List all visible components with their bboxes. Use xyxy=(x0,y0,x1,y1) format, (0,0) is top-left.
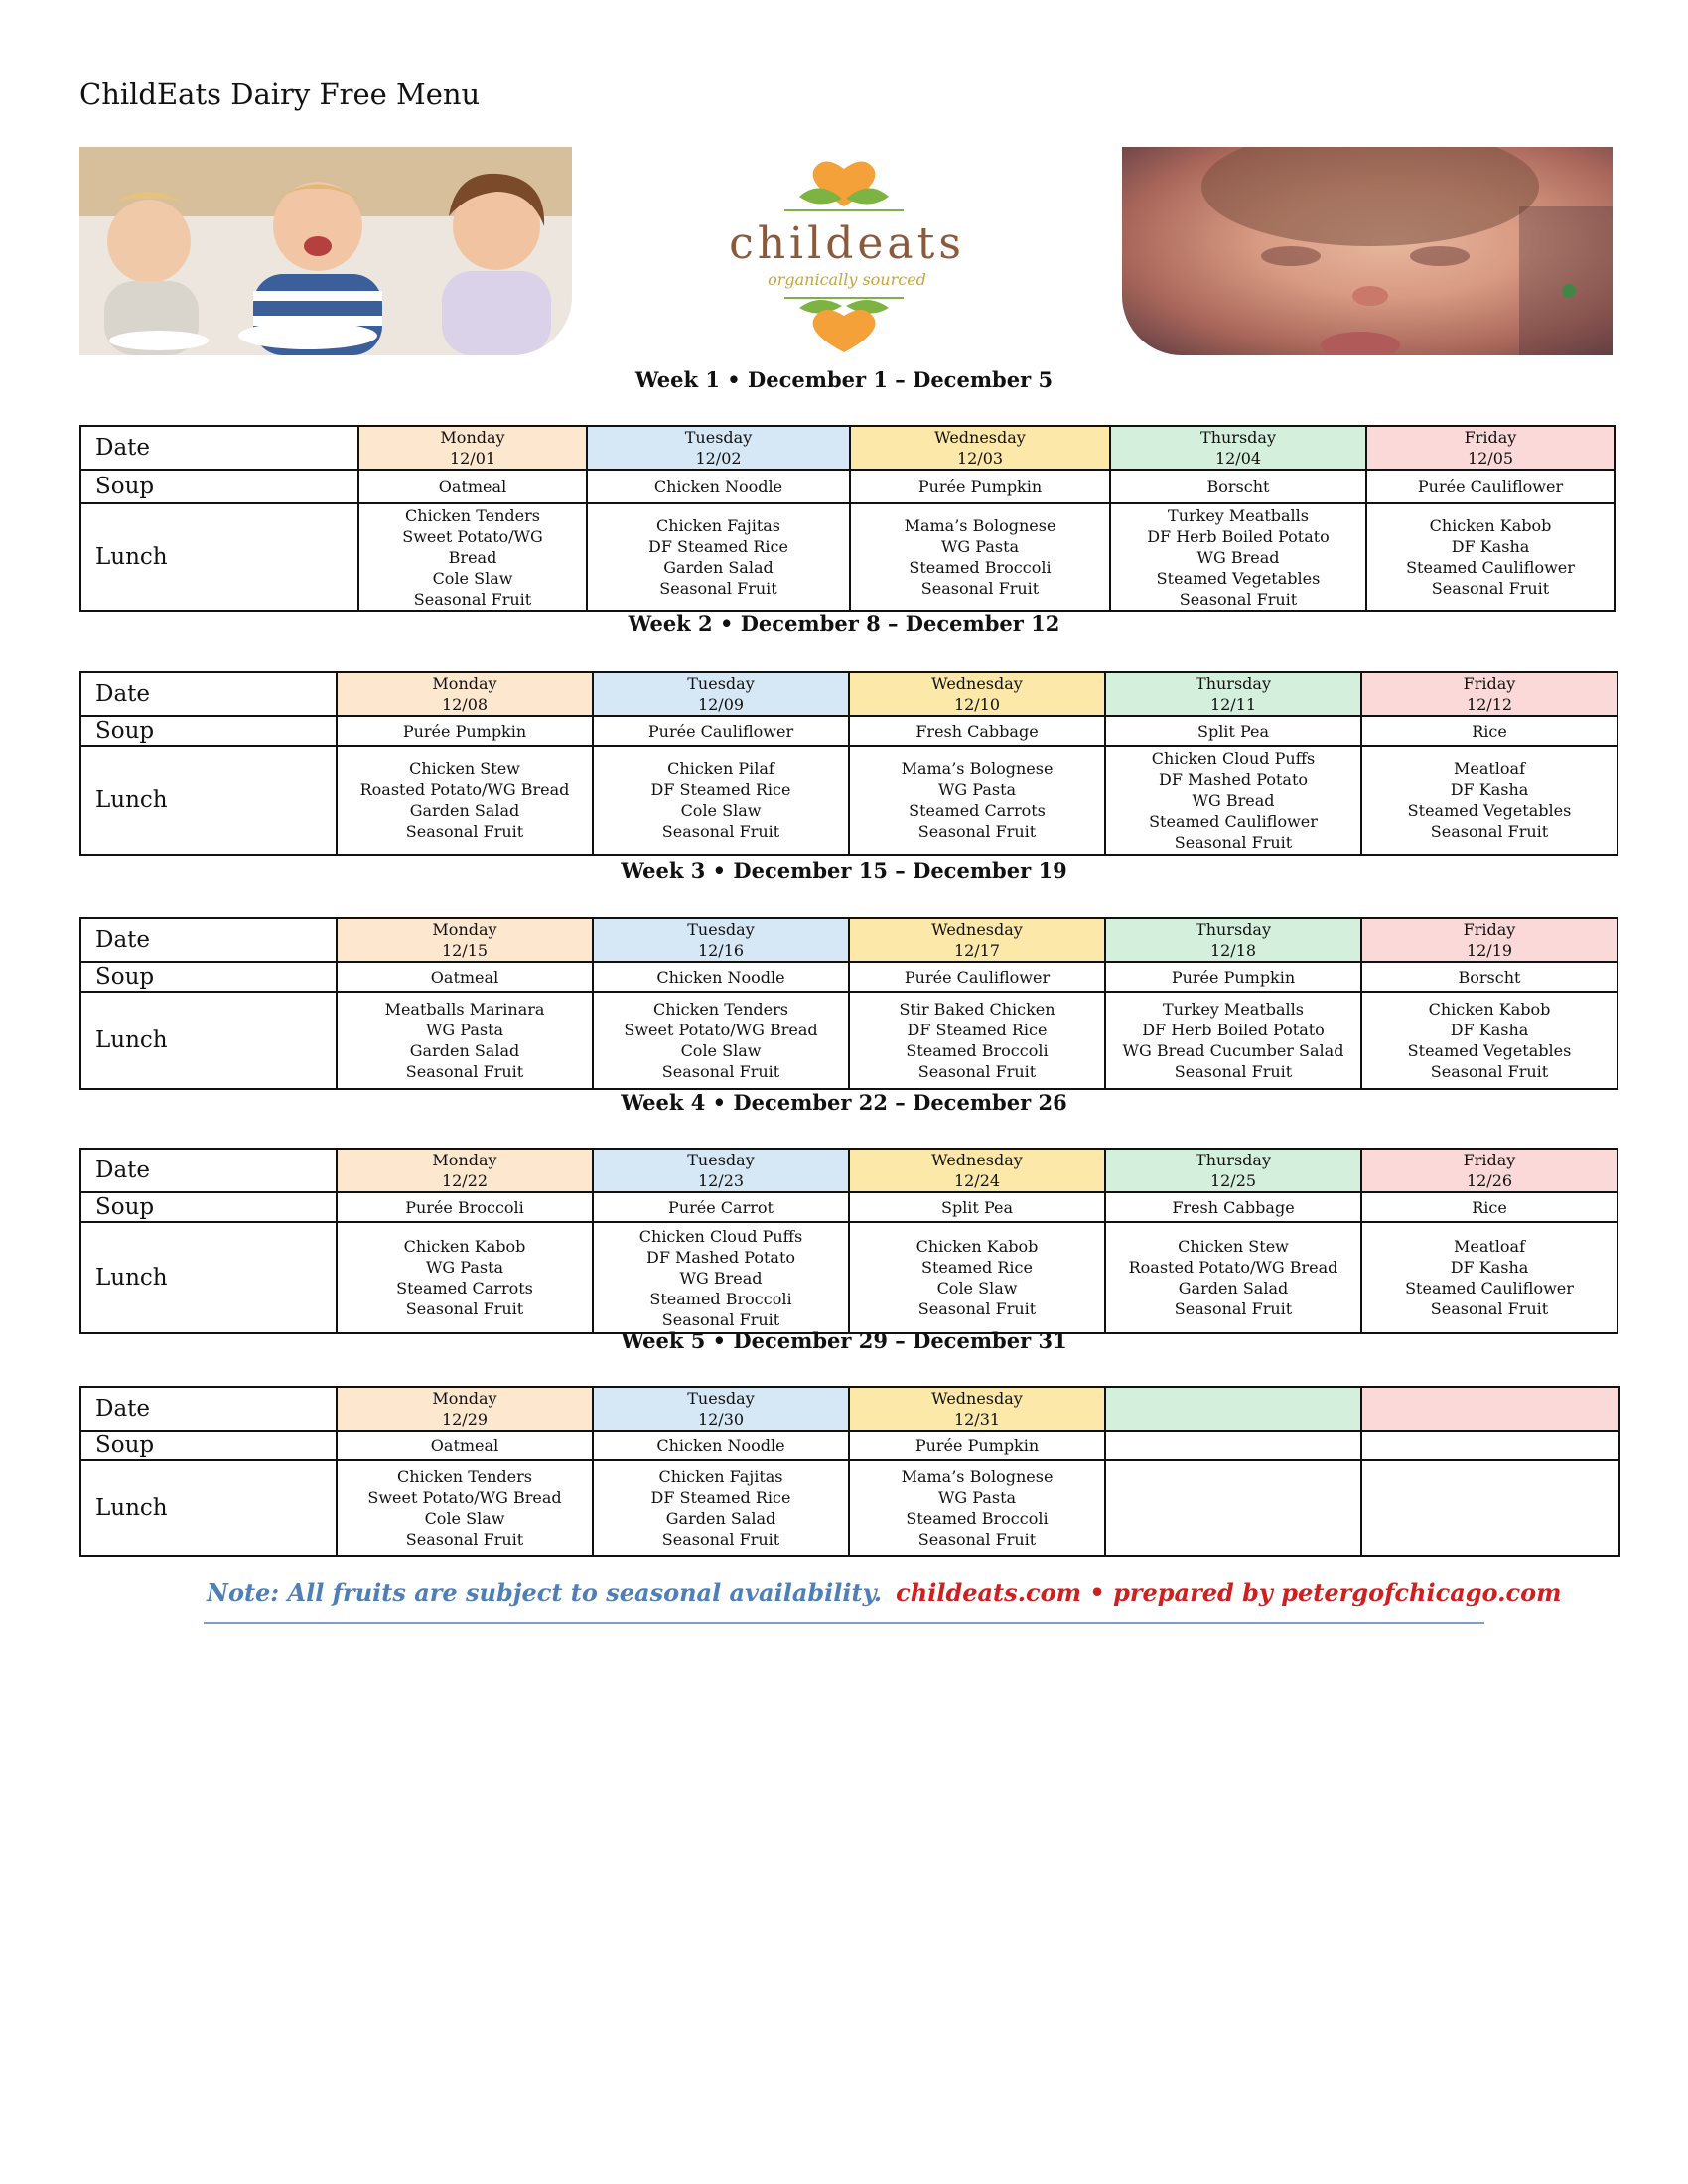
day-cell: Wednesday 12/24 xyxy=(849,1149,1105,1192)
soup-cell: Rice xyxy=(1361,716,1618,746)
day-cell: Friday 12/26 xyxy=(1361,1149,1618,1192)
lunch-item: Garden Salad xyxy=(1178,1279,1289,1297)
soup-row-label: Soup xyxy=(80,470,358,503)
day-cell: Monday 12/15 xyxy=(337,918,593,962)
children-eating-photo xyxy=(79,147,572,355)
soup-cell: Chicken Noodle xyxy=(593,962,849,992)
lunch-item: Chicken Cloud Puffs xyxy=(1151,749,1316,768)
lunch-cell xyxy=(593,746,849,855)
lunch-item: DF Kasha xyxy=(1450,780,1529,799)
day-cell: Tuesday 12/16 xyxy=(593,918,849,962)
soup-row-label: Soup xyxy=(80,716,337,746)
lunch-cell xyxy=(1361,1460,1619,1556)
lunch-cell xyxy=(849,1460,1105,1556)
lunch-item: Seasonal Fruit xyxy=(659,579,777,598)
lunch-cell xyxy=(337,992,593,1089)
lunch-item: Steamed Carrots xyxy=(396,1279,533,1297)
soup-cell: Purée Pumpkin xyxy=(337,716,593,746)
lunch-cell xyxy=(850,503,1110,611)
soup-cell: Oatmeal xyxy=(358,470,587,503)
day-cell: Wednesday 12/31 xyxy=(849,1387,1105,1431)
lunch-row-label: Lunch xyxy=(80,1460,337,1556)
day-cell xyxy=(1105,1387,1361,1431)
lunch-item: Steamed Cauliflower xyxy=(1405,1279,1574,1297)
lunch-item: WG Bread xyxy=(1196,547,1280,567)
day-cell: Tuesday 12/30 xyxy=(593,1387,849,1431)
lunch-cell xyxy=(587,503,850,611)
lunch-item: DF Herb Boiled Potato xyxy=(1147,526,1330,546)
lunch-item: DF Kasha xyxy=(1450,1258,1529,1277)
lunch-item: Seasonal Fruit xyxy=(1174,1062,1293,1081)
lunch-cell xyxy=(1105,1460,1361,1556)
soup-cell: Purée Pumpkin xyxy=(1105,962,1361,992)
lunch-item: Mama’s Bolognese xyxy=(901,1467,1054,1486)
soup-cell: Purée Pumpkin xyxy=(850,470,1110,503)
lunch-item: Chicken Kabob xyxy=(1428,1000,1551,1019)
lunch-cell xyxy=(337,746,593,855)
lunch-cell xyxy=(1105,746,1361,855)
day-cell: Monday 12/01 xyxy=(358,426,587,470)
lunch-item: Chicken Kabob xyxy=(915,1237,1039,1256)
day-cell: Friday 12/05 xyxy=(1366,426,1615,470)
soup-cell: Purée Cauliflower xyxy=(1366,470,1615,503)
soup-cell: Oatmeal xyxy=(337,962,593,992)
lunch-item: Seasonal Fruit xyxy=(413,589,532,609)
day-cell: Friday 12/12 xyxy=(1361,672,1618,716)
lunch-cell xyxy=(1361,746,1618,855)
soup-cell: Purée Broccoli xyxy=(337,1192,593,1222)
lunch-item: WG Bread Cucumber Salad xyxy=(1122,1041,1344,1060)
soup-row-label: Soup xyxy=(80,1192,337,1222)
soup-cell: Borscht xyxy=(1361,962,1618,992)
lunch-cell xyxy=(849,992,1105,1089)
lunch-cell xyxy=(1361,1222,1618,1333)
week-heading: Week 3 • December 15 – December 19 xyxy=(621,858,1067,883)
lunch-item: Chicken Tenders xyxy=(397,1467,532,1486)
week-4-table xyxy=(79,1148,1618,1334)
lunch-row-label: Lunch xyxy=(80,503,358,611)
lunch-item: Steamed Broccoli xyxy=(909,558,1052,577)
soup-cell: Purée Cauliflower xyxy=(849,962,1105,992)
lunch-item: WG Pasta xyxy=(425,1021,504,1039)
soup-cell: Purée Carrot xyxy=(593,1192,849,1222)
soup-cell: Borscht xyxy=(1110,470,1366,503)
lunch-item: Chicken Fajitas xyxy=(658,1467,783,1486)
footer-rule xyxy=(204,1622,1484,1624)
lunch-item: Seasonal Fruit xyxy=(661,1309,780,1329)
lunch-item: Chicken Stew xyxy=(1178,1237,1289,1256)
lunch-item: WG Pasta xyxy=(937,780,1017,799)
lunch-item: Sweet Potato/WG Bread xyxy=(367,1488,562,1507)
lunch-item: Chicken Stew xyxy=(409,759,520,778)
lunch-item: Meatballs Marinara xyxy=(384,1000,545,1019)
lunch-item: Seasonal Fruit xyxy=(1431,579,1550,598)
soup-cell: Chicken Noodle xyxy=(587,470,850,503)
lunch-item: Chicken Pilaf xyxy=(667,759,774,778)
lunch-item: Seasonal Fruit xyxy=(917,822,1037,841)
footer-note xyxy=(207,1578,1561,1607)
logo-wordmark: childeats xyxy=(729,218,965,269)
lunch-cell xyxy=(1105,1222,1361,1333)
lunch-item: Seasonal Fruit xyxy=(917,1530,1037,1549)
date-row-label: Date xyxy=(80,1149,337,1192)
lunch-item: Steamed Vegetables xyxy=(1156,568,1321,588)
lunch-cell xyxy=(593,1222,849,1333)
day-cell: Thursday 12/25 xyxy=(1105,1149,1361,1192)
day-cell: Thursday 12/04 xyxy=(1110,426,1366,470)
lunch-item: Steamed Broccoli xyxy=(906,1509,1049,1528)
lunch-cell xyxy=(1361,992,1618,1089)
lunch-cell xyxy=(593,1460,849,1556)
page-title: ChildEats Dairy Free Menu xyxy=(79,77,481,111)
lunch-item: WG Pasta xyxy=(425,1258,504,1277)
lunch-item: Steamed Cauliflower xyxy=(1406,558,1575,577)
lunch-item: DF Steamed Rice xyxy=(907,1021,1048,1039)
lunch-item: Garden Salad xyxy=(409,1041,520,1060)
lunch-item: Cole Slaw xyxy=(432,568,513,588)
week-heading: Week 5 • December 29 – December 31 xyxy=(621,1328,1067,1353)
lunch-cell xyxy=(358,503,587,611)
soup-cell: Fresh Cabbage xyxy=(849,716,1105,746)
lunch-item: Steamed Carrots xyxy=(909,801,1046,820)
lunch-item: Steamed Vegetables xyxy=(1407,1041,1572,1060)
lunch-item: Bread xyxy=(448,547,497,567)
lunch-item: Seasonal Fruit xyxy=(661,822,780,841)
lunch-item: Mama’s Bolognese xyxy=(901,759,1054,778)
lunch-item: Chicken Kabob xyxy=(403,1237,526,1256)
logo-tagline: organically sourced xyxy=(768,270,926,289)
day-cell: Monday 12/22 xyxy=(337,1149,593,1192)
lunch-item: Chicken Cloud Puffs xyxy=(638,1226,803,1246)
lunch-item: DF Mashed Potato xyxy=(1158,769,1309,789)
lunch-item: Meatloaf xyxy=(1453,759,1526,778)
lunch-item: Seasonal Fruit xyxy=(917,1299,1037,1318)
soup-cell: Fresh Cabbage xyxy=(1105,1192,1361,1222)
week-heading: Week 2 • December 8 – December 12 xyxy=(628,612,1060,636)
lunch-item: Chicken Tenders xyxy=(405,505,540,525)
day-cell: Tuesday 12/23 xyxy=(593,1149,849,1192)
childeats-logo xyxy=(695,149,993,357)
lunch-item: Cole Slaw xyxy=(680,1041,762,1060)
lunch-item: WG Pasta xyxy=(937,1488,1017,1507)
lunch-item: Sweet Potato/WG xyxy=(402,526,543,546)
lunch-item: Seasonal Fruit xyxy=(405,1299,524,1318)
lunch-item: Cole Slaw xyxy=(936,1279,1018,1297)
lunch-item: Seasonal Fruit xyxy=(405,1530,524,1549)
soup-cell: Purée Pumpkin xyxy=(849,1431,1105,1460)
lunch-cell xyxy=(337,1460,593,1556)
lunch-item: DF Mashed Potato xyxy=(645,1247,796,1267)
lunch-item: Seasonal Fruit xyxy=(1174,1299,1293,1318)
lunch-item: Roasted Potato/WG Bread xyxy=(359,780,570,799)
lunch-item: Chicken Kabob xyxy=(1429,516,1552,535)
lunch-item: Seasonal Fruit xyxy=(405,1062,524,1081)
day-cell: Wednesday 12/10 xyxy=(849,672,1105,716)
date-row-label: Date xyxy=(80,1387,337,1431)
lunch-item: Seasonal Fruit xyxy=(1179,589,1298,609)
lunch-item: DF Steamed Rice xyxy=(650,780,791,799)
lunch-row-label: Lunch xyxy=(80,992,337,1089)
lunch-item: DF Herb Boiled Potato xyxy=(1142,1021,1325,1039)
lunch-item: Seasonal Fruit xyxy=(1430,1062,1549,1081)
soup-cell: Split Pea xyxy=(1105,716,1361,746)
soup-cell: Chicken Noodle xyxy=(593,1431,849,1460)
day-cell: Wednesday 12/17 xyxy=(849,918,1105,962)
day-cell: Thursday 12/11 xyxy=(1105,672,1361,716)
day-cell xyxy=(1361,1387,1619,1431)
lunch-cell xyxy=(1110,503,1366,611)
day-cell: Monday 12/29 xyxy=(337,1387,593,1431)
soup-cell: Rice xyxy=(1361,1192,1618,1222)
lunch-item: Garden Salad xyxy=(409,801,520,820)
lunch-item: DF Kasha xyxy=(1450,1021,1529,1039)
lunch-item: Stir Baked Chicken xyxy=(899,1000,1055,1019)
soup-cell: Oatmeal xyxy=(337,1431,593,1460)
lunch-cell xyxy=(1366,503,1615,611)
lunch-item: Steamed Cauliflower xyxy=(1149,811,1318,831)
soup-row-label: Soup xyxy=(80,1431,337,1460)
lunch-item: DF Steamed Rice xyxy=(650,1488,791,1507)
lunch-item: Mama’s Bolognese xyxy=(904,516,1056,535)
lunch-row-label: Lunch xyxy=(80,746,337,855)
lunch-item: WG Bread xyxy=(1192,790,1275,810)
credit-link[interactable]: childeats.com • prepared by petergofchicago.com xyxy=(896,1578,1562,1607)
lunch-item: Steamed Vegetables xyxy=(1407,801,1572,820)
soup-cell xyxy=(1105,1431,1361,1460)
lunch-item: Garden Salad xyxy=(663,558,774,577)
lunch-cell xyxy=(849,1222,1105,1333)
day-cell: Tuesday 12/02 xyxy=(587,426,850,470)
lunch-item: Turkey Meatballs xyxy=(1168,505,1309,525)
week-heading: Week 4 • December 22 – December 26 xyxy=(621,1090,1067,1115)
lunch-item: Cole Slaw xyxy=(424,1509,505,1528)
week-3-table xyxy=(79,917,1618,1090)
lunch-item: Seasonal Fruit xyxy=(405,822,524,841)
lunch-item: Cole Slaw xyxy=(680,801,762,820)
lunch-item: Steamed Broccoli xyxy=(649,1289,792,1308)
lunch-item: Roasted Potato/WG Bread xyxy=(1128,1258,1338,1277)
day-cell: Thursday 12/18 xyxy=(1105,918,1361,962)
lunch-item: Seasonal Fruit xyxy=(1430,1299,1549,1318)
week-1-table xyxy=(79,425,1616,612)
lunch-row-label: Lunch xyxy=(80,1222,337,1333)
lunch-item: WG Bread xyxy=(679,1268,763,1288)
day-cell: Wednesday 12/03 xyxy=(850,426,1110,470)
week-2-table xyxy=(79,671,1618,856)
soup-cell: Split Pea xyxy=(849,1192,1105,1222)
date-row-label: Date xyxy=(80,426,358,470)
day-cell: Monday 12/08 xyxy=(337,672,593,716)
lunch-item: DF Steamed Rice xyxy=(648,537,788,556)
day-cell: Tuesday 12/09 xyxy=(593,672,849,716)
week-heading: Week 1 • December 1 – December 5 xyxy=(634,367,1054,392)
lunch-item: Seasonal Fruit xyxy=(920,579,1040,598)
lunch-item: Sweet Potato/WG Bread xyxy=(624,1021,818,1039)
lunch-item: Steamed Rice xyxy=(921,1258,1033,1277)
child-closeup-photo xyxy=(1122,147,1613,355)
lunch-item: Seasonal Fruit xyxy=(661,1062,780,1081)
lunch-item: Seasonal Fruit xyxy=(917,1062,1037,1081)
lunch-item: Garden Salad xyxy=(665,1509,776,1528)
lunch-item: Seasonal Fruit xyxy=(1430,822,1549,841)
date-row-label: Date xyxy=(80,918,337,962)
lunch-cell xyxy=(337,1222,593,1333)
soup-cell xyxy=(1361,1431,1619,1460)
date-row-label: Date xyxy=(80,672,337,716)
lunch-item: Chicken Fajitas xyxy=(656,516,780,535)
soup-cell: Purée Cauliflower xyxy=(593,716,849,746)
lunch-item: Steamed Broccoli xyxy=(906,1041,1049,1060)
lunch-cell xyxy=(849,746,1105,855)
lunch-item: Seasonal Fruit xyxy=(1174,832,1293,852)
lunch-item: Meatloaf xyxy=(1453,1237,1526,1256)
availability-note: Note: All fruits are subject to seasonal availability. xyxy=(207,1578,883,1607)
lunch-item: DF Kasha xyxy=(1451,537,1530,556)
week-5-table xyxy=(79,1386,1620,1557)
lunch-cell xyxy=(1105,992,1361,1089)
lunch-cell xyxy=(593,992,849,1089)
lunch-item: Seasonal Fruit xyxy=(661,1530,780,1549)
day-cell: Friday 12/19 xyxy=(1361,918,1618,962)
soup-row-label: Soup xyxy=(80,962,337,992)
lunch-item: Turkey Meatballs xyxy=(1163,1000,1304,1019)
lunch-item: WG Pasta xyxy=(940,537,1020,556)
lunch-item: Chicken Tenders xyxy=(653,1000,788,1019)
